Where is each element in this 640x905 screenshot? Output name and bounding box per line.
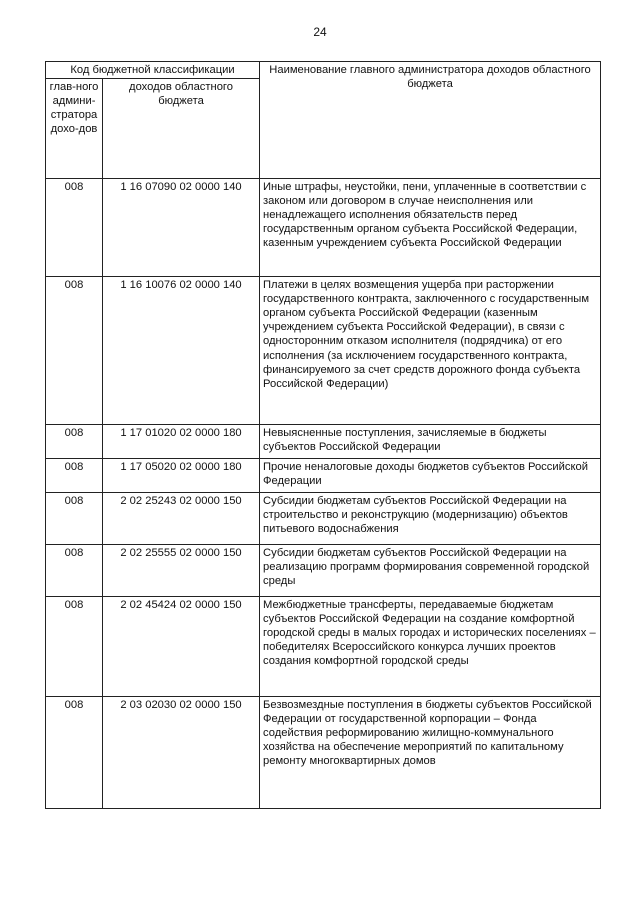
admin-code-cell: 008: [46, 597, 103, 697]
administrator-name-cell: Иные штрафы, неустойки, пени, уплаченные в соответствии с законом или договором в случае неисполнения или ненадлежащего исполнения обязательств перед государственным органом субъекта Российской Федерации, казенным учреждением субъекта Российской Федерации: [260, 179, 601, 277]
table-row: [46, 277, 601, 425]
table-row: [46, 493, 601, 545]
administrator-name-cell: Прочие неналоговые доходы бюджетов субъектов Российской Федерации: [260, 459, 601, 493]
admin-code-header: глав-ного админи-стратора дохо-дов: [46, 79, 103, 179]
income-code-cell: 1 16 10076 02 0000 140: [103, 277, 260, 425]
admin-code-cell: 008: [46, 425, 103, 459]
administrator-name-cell: Субсидии бюджетам субъектов Российской Федерации на строительство и реконструкцию (модернизацию) объектов питьевого водоснабжения: [260, 493, 601, 545]
income-code-header: доходов областного бюджета: [103, 79, 260, 179]
admin-code-cell: 008: [46, 493, 103, 545]
administrator-name-cell: Межбюджетные трансферты, передаваемые бюджетам субъектов Российской Федерации на создание комфортной городской среды в малых городах и исторических поселениях – победителях Всероссийского конкурса лучших проектов создания комфортной городской среды: [260, 597, 601, 697]
income-code-cell: 2 02 25555 02 0000 150: [103, 545, 260, 597]
administrator-name-cell: Платежи в целях возмещения ущерба при расторжении государственного контракта, заключенного с государственным органом субъекта Российской Федерации (казенным учреждением субъекта Российской Федерации), в связи с односторонним отказом исполнителя (подрядчика) от его исполнения (за исключением государственного контракта, финансируемого за счет средств дорожного фонда субъекта Российской Федерации): [260, 277, 601, 425]
admin-code-cell: 008: [46, 459, 103, 493]
administrator-name-cell: Субсидии бюджетам субъектов Российской Федерации на реализацию программ формирования современной городской среды: [260, 545, 601, 597]
table-row: [46, 425, 601, 459]
income-code-cell: 1 17 01020 02 0000 180: [103, 425, 260, 459]
budget-classification-header: Код бюджетной классификации: [46, 62, 260, 79]
income-code-cell: 1 16 07090 02 0000 140: [103, 179, 260, 277]
table-header-row: [46, 62, 601, 79]
admin-code-cell: 008: [46, 697, 103, 809]
income-code-cell: 2 03 02030 02 0000 150: [103, 697, 260, 809]
table-row: [46, 697, 601, 809]
income-code-cell: 1 17 05020 02 0000 180: [103, 459, 260, 493]
table-row: [46, 179, 601, 277]
budget-classification-table: [45, 61, 601, 809]
administrator-name-cell: Невыясненные поступления, зачисляемые в бюджеты субъектов Российской Федерации: [260, 425, 601, 459]
admin-code-cell: 008: [46, 179, 103, 277]
admin-code-cell: 008: [46, 277, 103, 425]
administrator-name-header: Наименование главного администратора доходов областного бюджета: [260, 62, 601, 179]
admin-code-cell: 008: [46, 545, 103, 597]
table-row: [46, 459, 601, 493]
income-code-cell: 2 02 25243 02 0000 150: [103, 493, 260, 545]
income-code-cell: 2 02 45424 02 0000 150: [103, 597, 260, 697]
table-row: [46, 545, 601, 597]
administrator-name-cell: Безвозмездные поступления в бюджеты субъектов Российской Федерации от государственной корпорации – Фонда содействия реформированию жилищно-коммунального хозяйства на обеспечение мероприятий по капитальному ремонту многоквартирных домов: [260, 697, 601, 809]
page-number: 24: [313, 25, 327, 39]
table-row: [46, 597, 601, 697]
